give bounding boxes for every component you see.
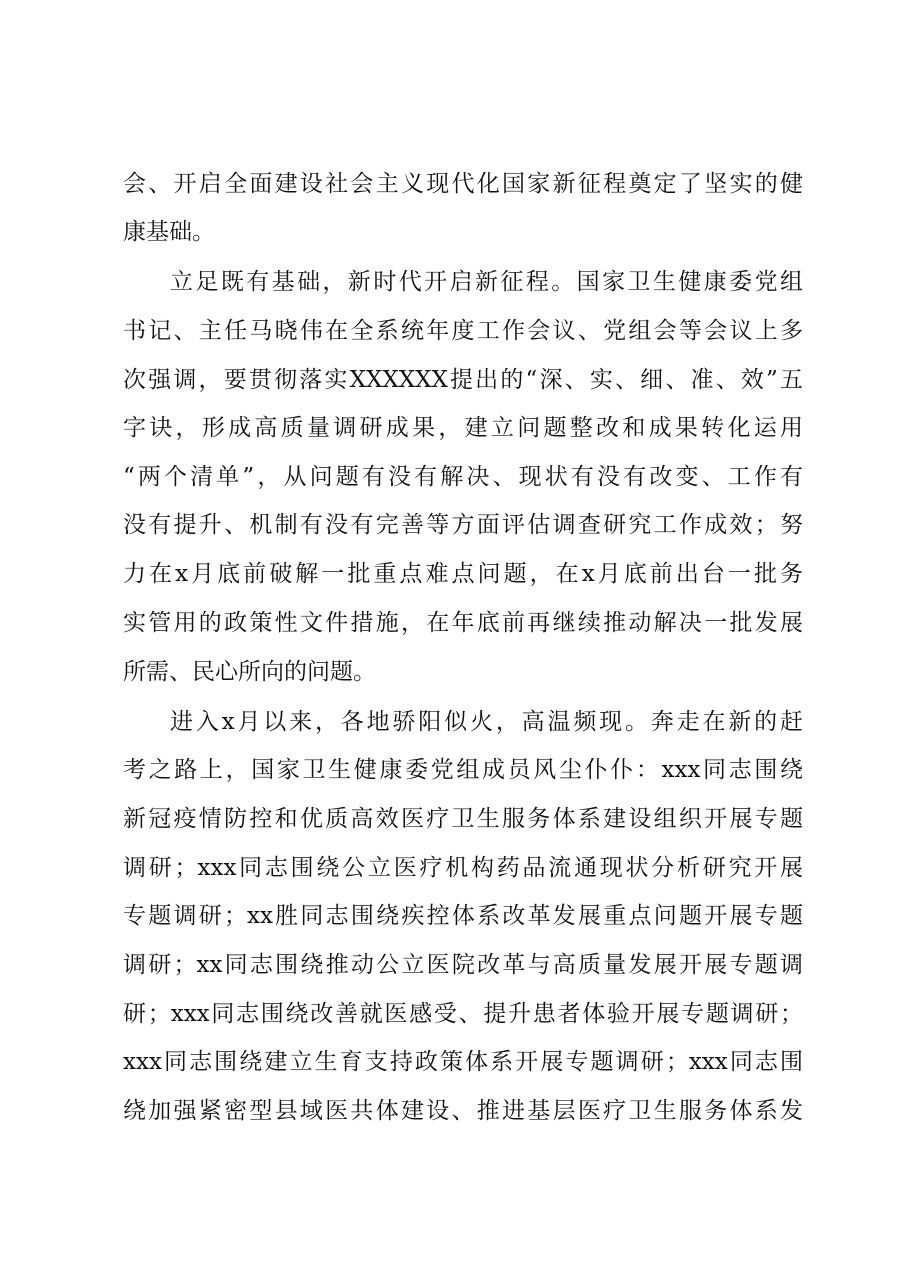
text-line: 康基础。 xyxy=(123,219,215,245)
text-line: 所需、民心所向的问题。 xyxy=(123,659,376,685)
text-line: 新冠疫情防控和优质高效医疗卫生服务体系建设组织开展专题 xyxy=(123,806,803,832)
text-line: 字诀，形成高质量调研成果，建立问题整改和成果转化运用 xyxy=(123,415,803,441)
text-line: 次强调，要贯彻落实XXXXXX提出的“深、实、细、准、效”五 xyxy=(123,367,803,393)
text-line: 力在x月底前破解一批重点难点问题，在x月底前出台一批务 xyxy=(123,561,803,587)
text-line: 绕加强紧密型县域医共体建设、推进基层医疗卫生服务体系发 xyxy=(123,1098,803,1124)
text-line: 调研；xx同志围绕推动公立医院改革与高质量发展开展专题调 xyxy=(123,952,803,978)
text-line: 书记、主任马晓伟在全系统年度工作会议、党组会等会议上多 xyxy=(123,318,803,344)
text-line: “两个清单”，从问题有没有解决、现状有没有改变、工作有 xyxy=(123,464,803,490)
paragraph-first-line: 进入x月以来，各地骄阳似火，高温频现。奔走在新的赶 xyxy=(170,709,803,735)
text-line: xxx同志围绕建立生育支持政策体系开展专题调研；xxx同志围 xyxy=(123,1049,803,1075)
text-line: 专题调研；xx胜同志围绕疾控体系改革发展重点问题开展专题 xyxy=(123,903,803,929)
text-line: 会、开启全面建设社会主义现代化国家新征程奠定了坚实的健 xyxy=(123,171,803,197)
text-line: 实管用的政策性文件措施，在年底前再继续推动解决一批发展 xyxy=(123,610,803,636)
text-line: 研；xxx同志围绕改善就医感受、提升患者体验开展专题调研； xyxy=(123,1001,803,1027)
paragraph-first-line: 立足既有基础，新时代开启新征程。国家卫生健康委党组 xyxy=(170,269,803,295)
text-line: 考之路上，国家卫生健康委党组成员风尘仆仆：xxx同志围绕 xyxy=(123,757,803,783)
text-line: 调研；xxx同志围绕公立医疗机构药品流通现状分析研究开展 xyxy=(123,855,803,881)
text-line: 没有提升、机制有没有完善等方面评估调查研究工作成效；努 xyxy=(123,512,803,538)
